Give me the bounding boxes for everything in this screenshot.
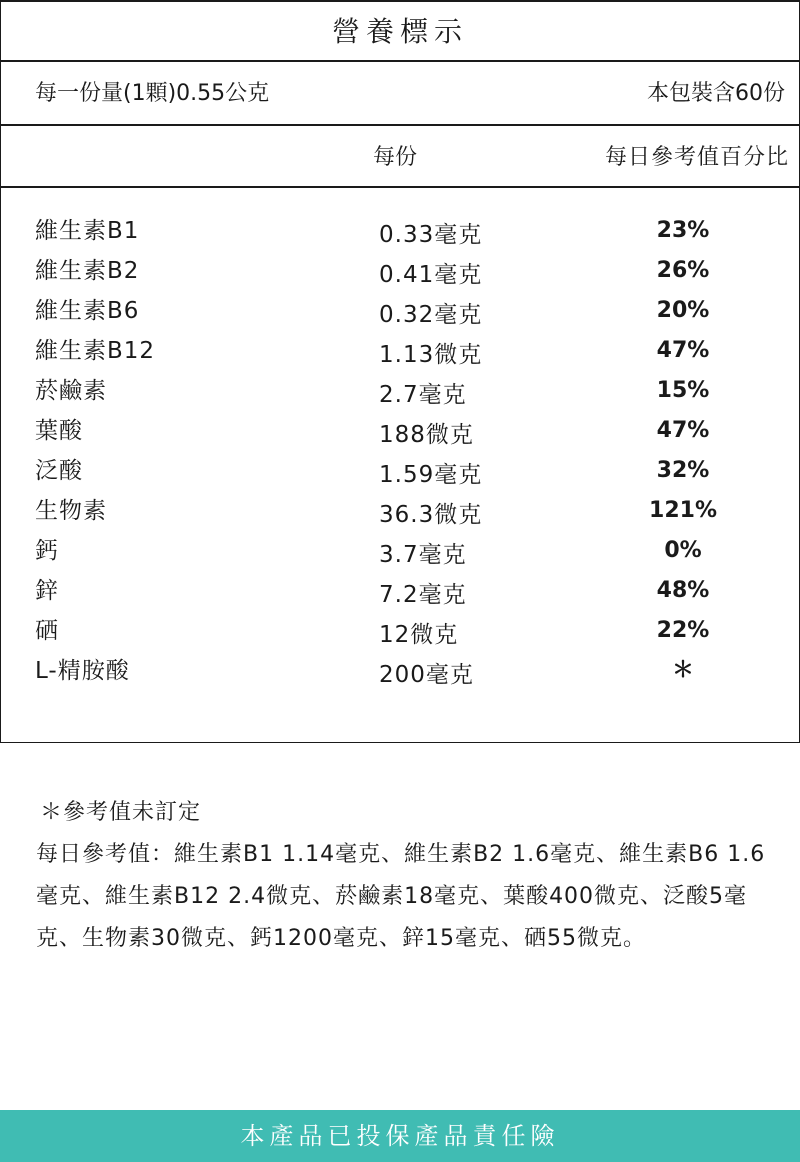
nutrient-amount: 0.32毫克 — [379, 302, 483, 328]
nutrient-amount: 1.13微克 — [379, 342, 483, 368]
table-title: 營養標示 — [331, 15, 468, 48]
nutrient-row — [1, 534, 799, 574]
nutrient-name: 維生素B1 — [35, 218, 140, 244]
nutrient-amount: 0.41毫克 — [379, 262, 483, 288]
nutrient-row — [1, 374, 799, 414]
nutrient-amount: 200毫克 — [379, 662, 474, 688]
nutrient-daily-value: 22% — [656, 618, 710, 643]
divider — [1, 186, 799, 188]
footnote-daily-values: 每日參考值：維生素B1 1.14毫克、維生素B2 1.6毫克、維生素B6 1.6毫克、維生素B12 2.4微克、菸鹼素18毫克、葉酸400微克、泛酸5毫克、生物素30微克、鈣1200毫克、鋅15毫克、硒55微克。 — [36, 842, 766, 951]
nutrient-daily-value: 47% — [656, 338, 710, 363]
nutrient-amount: 1.59毫克 — [379, 462, 483, 488]
nutrient-amount: 3.7毫克 — [379, 542, 467, 568]
nutrient-name: 泛酸 — [35, 458, 83, 484]
nutrient-row — [1, 574, 799, 614]
insurance-banner: 本產品已投保產品責任險 — [0, 1110, 800, 1162]
nutrient-row — [1, 334, 799, 374]
nutrient-name: 生物素 — [35, 498, 107, 524]
nutrient-name: 硒 — [35, 618, 59, 644]
nutrient-amount: 188微克 — [379, 422, 474, 448]
nutrient-row — [1, 294, 799, 334]
nutrient-name: 維生素B6 — [35, 298, 140, 324]
nutrient-daily-value: 15% — [656, 378, 710, 403]
nutrient-amount: 7.2毫克 — [379, 582, 467, 608]
nutrient-row — [1, 614, 799, 654]
nutrient-name: 維生素B12 — [35, 338, 156, 364]
nutrient-daily-value: 32% — [656, 458, 710, 483]
divider — [1, 124, 799, 126]
nutrient-amount: 2.7毫克 — [379, 382, 467, 408]
nutrient-row — [1, 494, 799, 534]
nutrient-row — [1, 214, 799, 254]
column-header-per-serving: 每份 — [373, 145, 418, 170]
nutrient-row — [1, 654, 799, 694]
nutrient-daily-value: ＊ — [671, 658, 694, 683]
nutrient-daily-value: 0% — [664, 538, 702, 563]
nutrient-daily-value: 48% — [656, 578, 710, 603]
nutrient-row — [1, 414, 799, 454]
nutrient-rows — [1, 214, 799, 694]
servings-per-package: 本包裝含60份 — [647, 81, 785, 106]
nutrient-amount: 36.3微克 — [379, 502, 483, 528]
nutrient-name: L-精胺酸 — [35, 658, 130, 684]
nutrient-row — [1, 254, 799, 294]
nutrient-daily-value: 20% — [656, 298, 710, 323]
nutrient-name: 鋅 — [35, 578, 59, 604]
footnote-undefined: ＊參考值未訂定 — [40, 800, 202, 825]
nutrient-amount: 12微克 — [379, 622, 459, 648]
nutrient-daily-value: 23% — [656, 218, 710, 243]
nutrient-daily-value: 121% — [649, 498, 717, 523]
nutrient-daily-value: 26% — [656, 258, 710, 283]
footnotes — [36, 792, 786, 960]
nutrient-name: 維生素B2 — [35, 258, 140, 284]
divider — [1, 60, 799, 62]
serving-size: 每一份量(1顆)0.55公克 — [35, 81, 270, 106]
nutrient-name: 菸鹼素 — [35, 378, 107, 404]
nutrient-row — [1, 454, 799, 494]
nutrient-name: 鈣 — [35, 538, 59, 564]
nutrient-name: 葉酸 — [35, 418, 83, 444]
column-header-daily-value: 每日參考值百分比 — [604, 145, 789, 170]
nutrient-amount: 0.33毫克 — [379, 222, 483, 248]
nutrient-daily-value: 47% — [656, 418, 710, 443]
